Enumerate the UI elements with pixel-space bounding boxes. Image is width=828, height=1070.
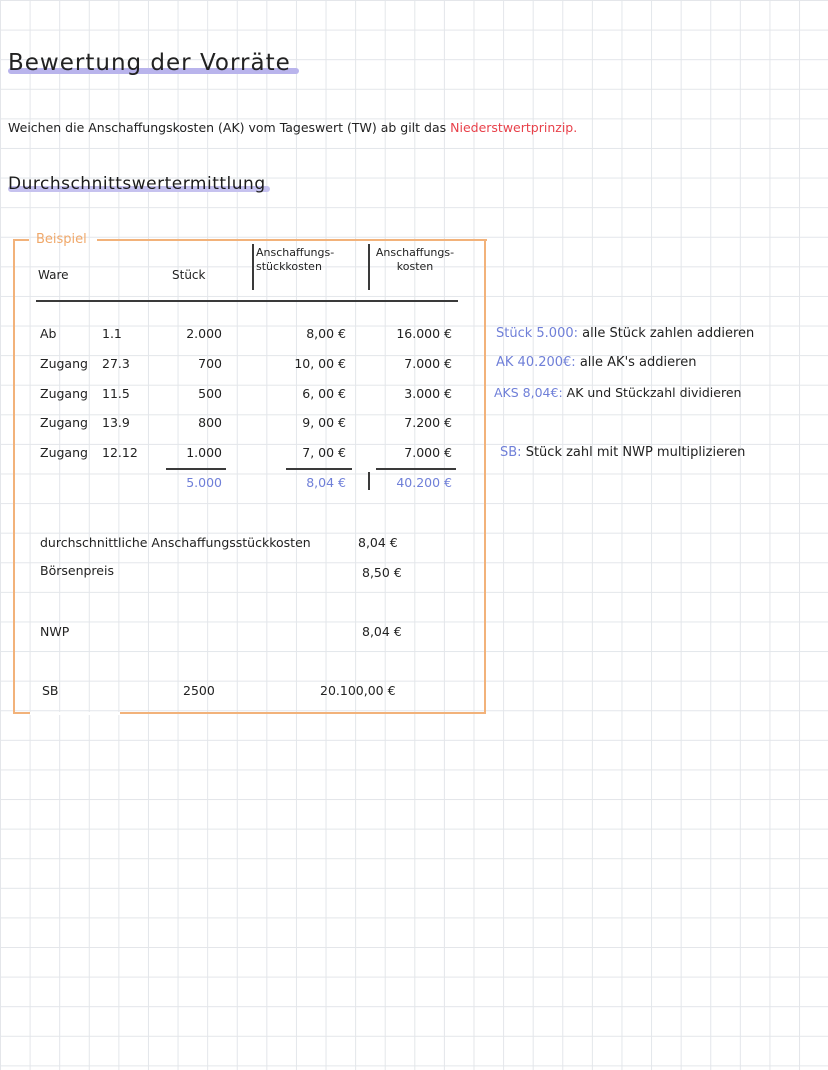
intro-highlight: Niederstwertprinzip. — [450, 120, 578, 135]
sum-line-ak — [376, 468, 456, 470]
nwp-value: 8,04 € — [362, 624, 402, 639]
row-3-art: Zugang — [40, 386, 88, 401]
row-4-aks: 9, 00 € — [302, 415, 346, 430]
row-2-ak: 7.000 € — [404, 356, 452, 371]
note-stueck-text: alle Stück zahlen addieren — [582, 326, 755, 341]
sb-value: 20.100,00 € — [320, 683, 396, 698]
row-3-aks: 6, 00 € — [302, 386, 346, 401]
total-aks: 8,04 € — [306, 475, 346, 490]
header-stueck: Stück — [172, 268, 206, 282]
summary-boersenpreis-label: Börsenpreis — [40, 563, 114, 578]
sb-label: SB — [42, 683, 59, 698]
row-5-art: Zugang — [40, 445, 88, 460]
row-2-datum: 27.3 — [102, 356, 130, 371]
row-3-stueck: 500 — [198, 386, 222, 401]
header-divider-1 — [252, 244, 254, 290]
row-4-datum: 13.9 — [102, 415, 130, 430]
header-ak: Anschaffungs- kosten — [375, 246, 455, 273]
note-ak-text: alle AK's addieren — [579, 355, 697, 370]
row-3-ak: 3.000 € — [404, 386, 452, 401]
note-stueck-key: Stück 5.000: — [496, 326, 578, 341]
nwp-label: NWP — [40, 624, 70, 639]
sb-stueck: 2500 — [183, 683, 215, 698]
note-aks-text: AK und Stückzahl dividieren — [566, 385, 742, 400]
page-title — [8, 50, 291, 76]
header-underline — [36, 300, 458, 302]
row-5-datum: 12.12 — [102, 445, 138, 460]
total-ak: 40.200 € — [396, 475, 452, 490]
row-4-art: Zugang — [40, 415, 88, 430]
note-sb-text: Stück zahl mit NWP multiplizieren — [525, 445, 746, 460]
example-label: Beispiel — [36, 232, 87, 247]
sum-line-stueck — [166, 468, 226, 470]
row-2-art: Zugang — [40, 356, 88, 371]
row-4-stueck: 800 — [198, 415, 222, 430]
row-2-aks: 10, 00 € — [294, 356, 346, 371]
sum-line-aks — [286, 468, 352, 470]
row-3-datum: 11.5 — [102, 386, 130, 401]
row-1-art: Ab — [40, 326, 57, 341]
intro-text — [8, 120, 577, 135]
subtitle-text: Durchschnittswertermittlung — [8, 174, 266, 194]
note-aks-key: AKS 8,04€: — [494, 385, 563, 400]
row-1-datum: 1.1 — [102, 326, 122, 341]
header-ware: Ware — [38, 268, 69, 282]
row-1-ak: 16.000 € — [396, 326, 452, 341]
row-1-stueck: 2.000 — [186, 326, 222, 341]
note-sb — [500, 445, 745, 460]
row-5-stueck: 1.000 — [186, 445, 222, 460]
note-aks — [494, 385, 741, 400]
page-title-text: Bewertung der Vorräte — [8, 50, 291, 76]
example-frame-top — [97, 239, 487, 241]
row-4-ak: 7.200 € — [404, 415, 452, 430]
total-stueck: 5.000 — [186, 475, 222, 490]
intro-sentence: Weichen die Anschaffungskosten (AK) vom Tageswert (TW) ab gilt das — [8, 120, 447, 135]
summary-aks-value: 8,04 € — [358, 535, 398, 550]
row-5-aks: 7, 00 € — [302, 445, 346, 460]
note-ak-key: AK 40.200€: — [496, 355, 576, 370]
note-sb-key: SB: — [500, 445, 522, 460]
summary-aks-label: durchschnittliche Anschaffungsstückkosten — [40, 535, 311, 550]
summary-boersenpreis-value: 8,50 € — [362, 565, 402, 580]
row-2-stueck: 700 — [198, 356, 222, 371]
example-frame-left-top — [13, 239, 29, 241]
example-frame-gap — [30, 712, 120, 715]
section-subtitle — [8, 174, 266, 194]
header-aks: Anschaffungs- stückkosten — [256, 246, 335, 273]
row-5-ak: 7.000 € — [404, 445, 452, 460]
header-divider-2 — [368, 244, 370, 290]
row-1-aks: 8,00 € — [306, 326, 346, 341]
note-stueck — [496, 326, 754, 341]
note-ak — [496, 355, 696, 370]
